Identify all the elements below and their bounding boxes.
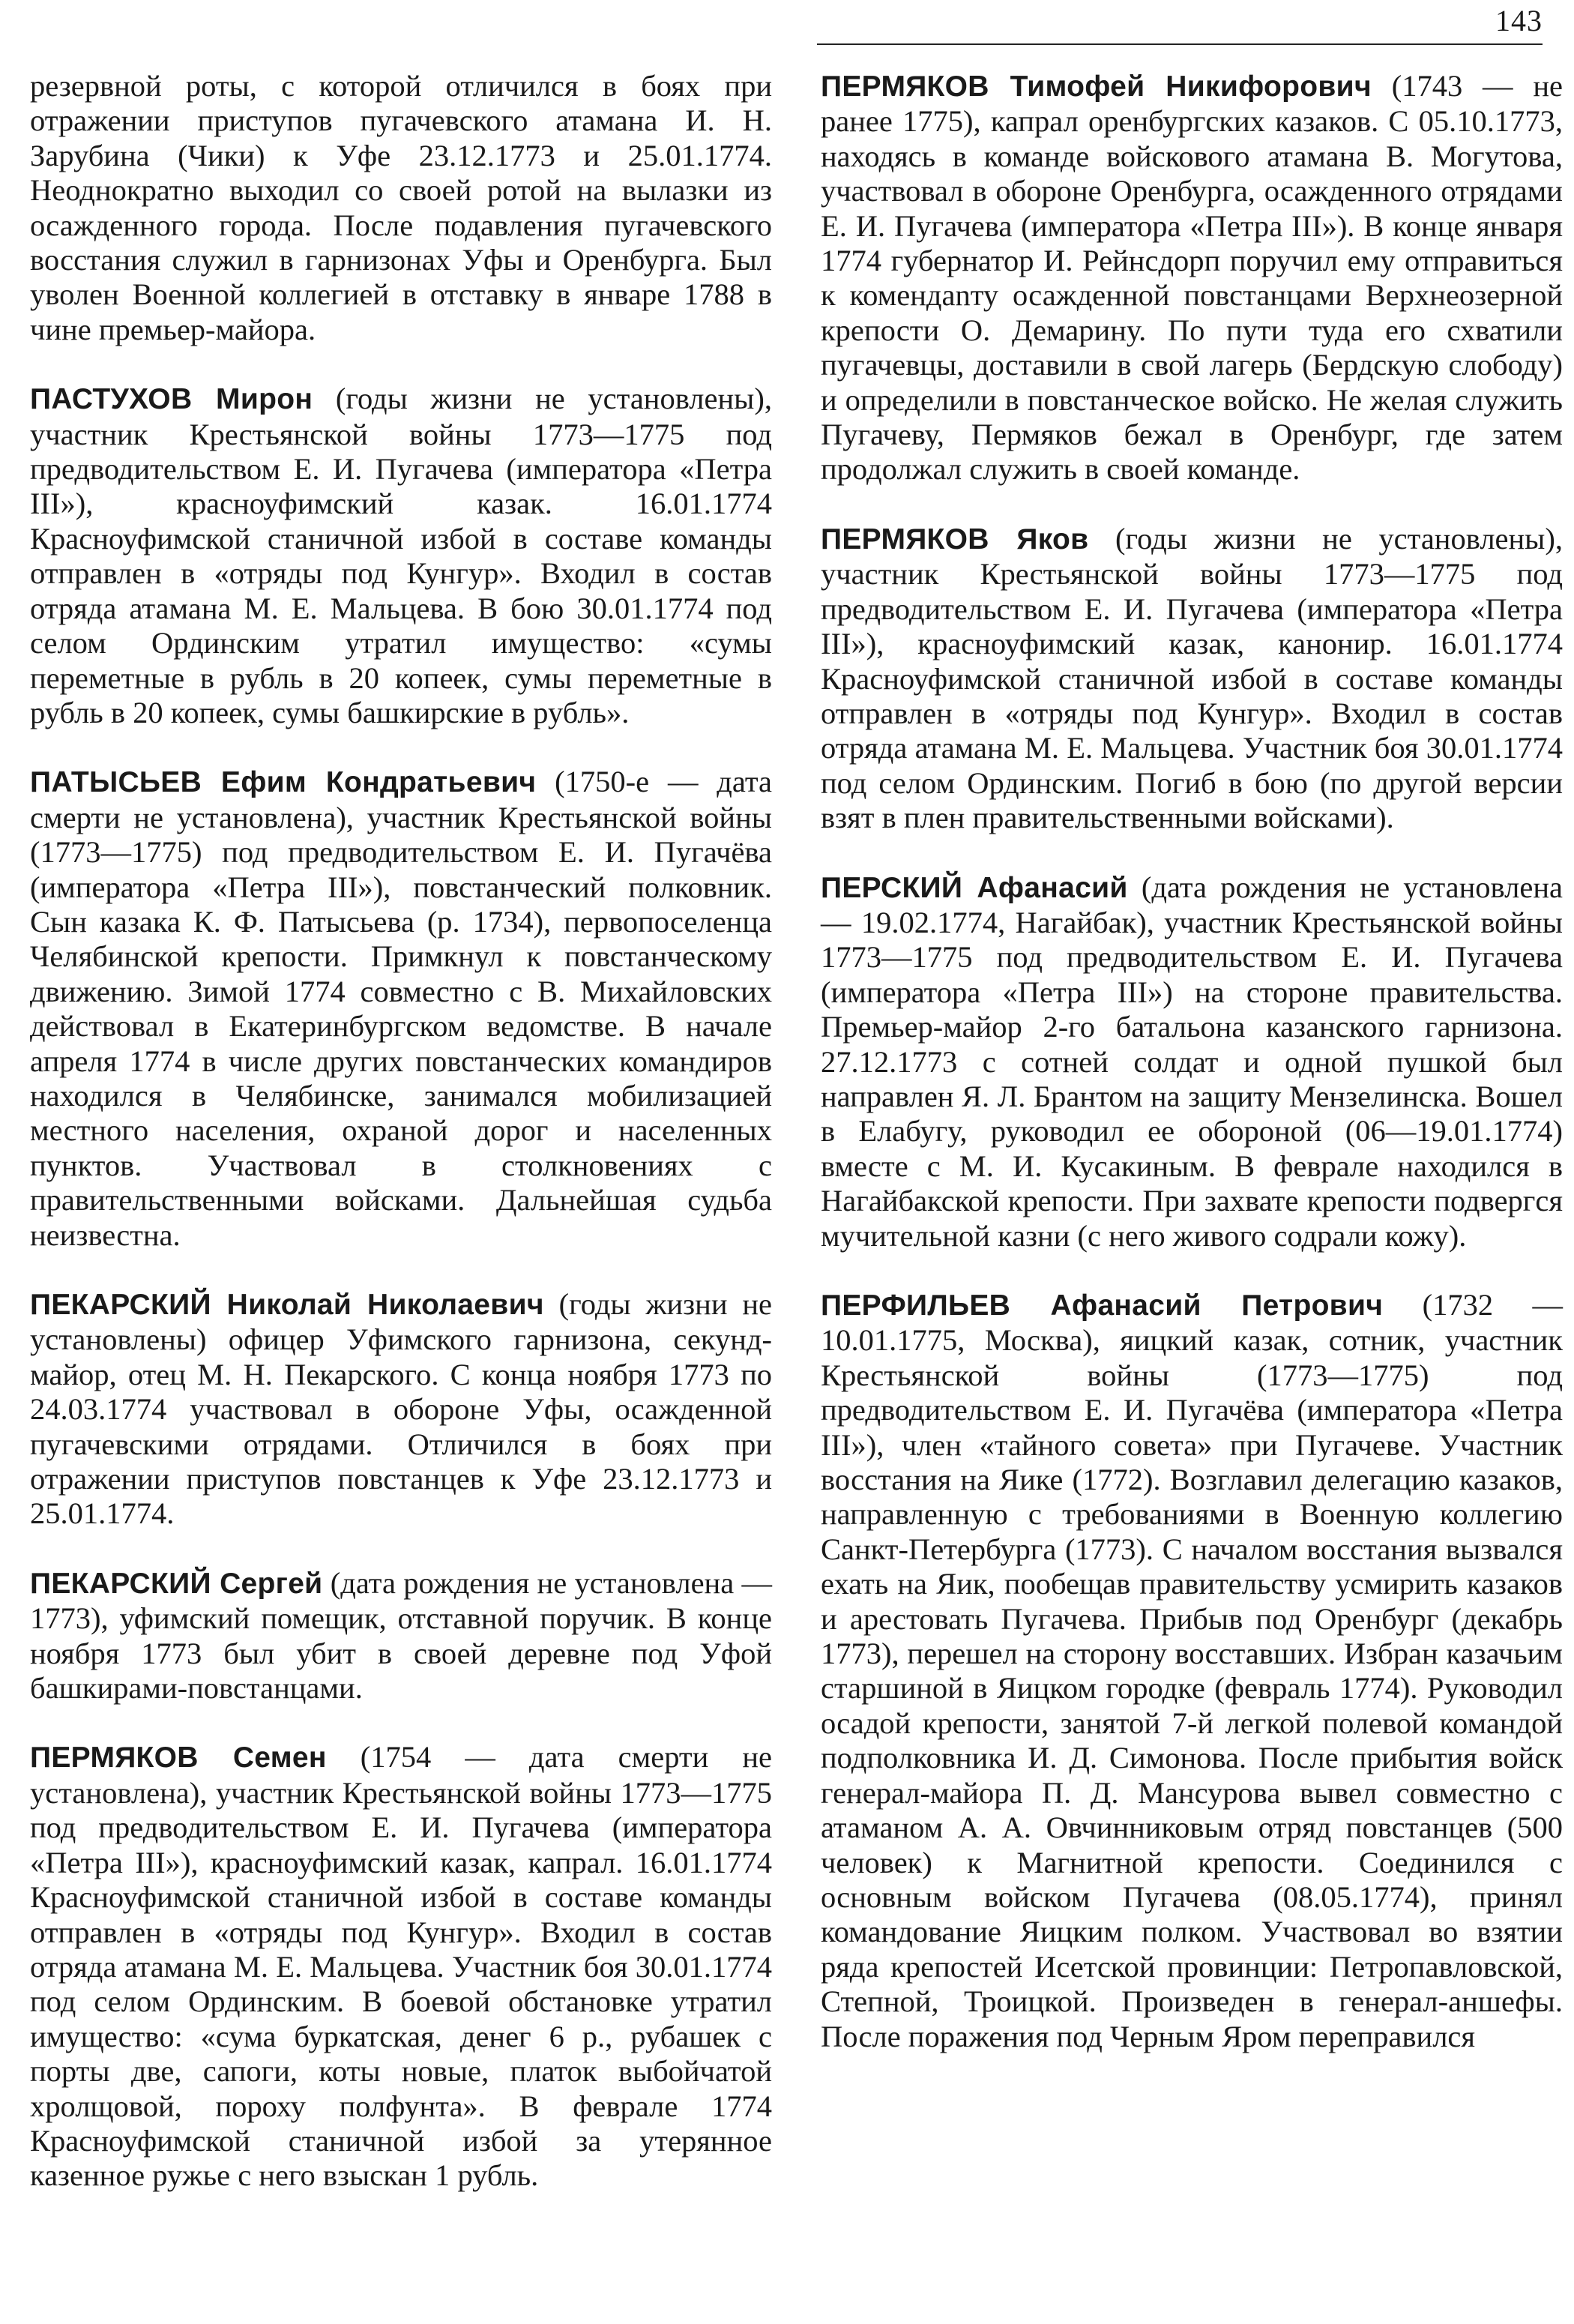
entry-text: (1743 — не ранее 1775), капрал оренбургских казаков. С 05.10.1773, находясь в команде войскового атамана В. Могутова, участвовал в обороне Оренбурга, осажденного отрядами Е. И. Пугачева (императора «Петра III»). В конце января 1774 губернатор И. Рейнсдорп поручил ему отправиться к комендanту осажденной повстанцами Верхнеозерной крепости О. Демарину. По пути туда его схватили пугачевцы, доставили в свой лагерь (Бердскую слободу) и определили в повстанческое войско. Не желая служить Пугачеву, Пермяков бежал в Оренбург, где затем продолжал служить в своей команде. xyxy=(821,69,1563,487)
entry-text: (дата рождения не установлена — 19.02.1774, Нагайбак), участник Крестьянской войны 1773—1775 под предводительством Е. И. Пугачева (императора «Петра III») на стороне правительства. Премьер-майор 2-го батальона казанского гарнизона. 27.12.1773 с сотней солдат и одной пушкой был направлен Я. Л. Брантом на защиту Мензелинска. Вошел в Елабугу, руководил ее обороной (06—19.01.1774) вместе с М. И. Кусакиным. В феврале находился в Нагайбакской крепости. При захвате крепости подвергся мучительной казни (с него живого содрали кожу). xyxy=(821,870,1563,1253)
entry-text: (1732 — 10.01.1775, Москва), яицкий казак, сотник, участник Крестьянской войны (1773—1775) под предводительством Е. И. Пугачёва (императора «Петра III»), член «тайного совета» при Пугачеве. Участник восстания на Яике (1772). Возглавил делегацию казаков, направленную с требованиями в Военную коллегию Санкт-Петербурга (1773). С началом восстания вызвался ехать на Яик, пообещав правительству усмирить казаков и арестовать Пугачева. Прибыв под Оренбург (декабрь 1773), перешел на сторону восставших. Избран казачьим старшиной в Яицком городке (февраль 1774). Руководил осадой крепости, занятой 7-й легкой полевой командой подполковника И. Д. Симонова. После прибытия войск генерал-майора П. Д. Мансурова вывел совместно с атаманом А. А. Овчинниковым отряд повстанцев (500 человек) к Магнитной крепости. Соединился с основным войском Пугачева (08.05.1774), принял командование Яицким полком. Участвовал во взятии ряда крепостей Исетской провинции: Петропавловской, Степной, Троицкой. Произведен в генерал-аншефы. После поражения под Черным Яром переправился xyxy=(821,1288,1563,2053)
entry-permyakov-semen xyxy=(30,1740,772,2193)
entry-persky-afanasy xyxy=(821,870,1563,1253)
entry-pastukhov-miron xyxy=(30,382,772,730)
entry-permyakov-yakov xyxy=(821,522,1563,836)
entry-headword: ПЕКАРСКИЙ Николай Николаевич xyxy=(30,1289,544,1321)
entry-text: (1750-е — дата смерти не установлена), участник Крестьянской войны (1773—1775) под предводительством Е. И. Пугачёва (императора «Петра III»), повстанческий полковник. Сын казака К. Ф. Патысьева (р. 1734), первопоселенца Челябинской крепости. Примкнул к повстанческому движению. Зимой 1774 совместно с В. Михайловских действовал в Екатеринбургском ведомстве. В начале апреля 1774 в числе других повстанческих командиров находился в Челябинске, занимался мобилизацией местного населения, охраной дорог и населенных пунктов. Участвовал в столкновениях с правительственными войсками. Дальнейшая судьба неизвестна. xyxy=(30,765,772,1252)
entry-pekarsky-nikolai xyxy=(30,1287,772,1532)
page-number: 143 xyxy=(1495,4,1543,37)
entry-headword: ПАТЫСЬЕВ Ефим Кондратьевич xyxy=(30,766,537,799)
entry-continuation xyxy=(30,69,772,347)
entry-perfilev-afanasy xyxy=(821,1288,1563,2054)
entry-headword: ПАСТУХОВ Мирон xyxy=(30,383,313,416)
entry-text: (годы жизни не установлены), участник Крестьянской войны 1773—1775 под предводительством Е. И. Пугачева (императора «Петра III»), красноуфимский казак. 16.01.1774 Красноуфимской станичной избой в составе команды отправлен в «отряды под Кунгур». Входил в состав отряда атамана М. Е. Мальцева. В бою 30.01.1774 под селом Ординским утратил имущество: «сумы переметные в рубль в 20 копеек, сумы переметные в рубль в 20 копеек, сумы башкирские в рубль». xyxy=(30,382,772,729)
right-column xyxy=(821,69,1563,2089)
entry-headword: ПЕРСКИЙ Афанасий xyxy=(821,871,1128,904)
entry-headword: ПЕРФИЛЬЕВ Афанасий Петрович xyxy=(821,1289,1384,1322)
entry-text: резервной роты, с которой отличился в боях при отражении приступов пугачевского атамана И. Н. Зарубина (Чики) к Уфе 23.12.1773 и 25.01.1774. Неоднократно выходил со своей ротой на вылазки из осажденного города. После подавления пугачевского восстания служил в гарнизонах Уфы и Оренбурга. Был уволен Военной коллегией в отставку в январе 1788 в чине премьер-майора. xyxy=(30,69,772,346)
header-rule xyxy=(817,43,1543,45)
entry-patysev-efim xyxy=(30,765,772,1253)
entry-text: (годы жизни не установлены), участник Крестьянской войны 1773—1775 под предводительством Е. И. Пугачева (императора «Петра III»), красноуфимский казак, канонир. 16.01.1774 Красноуфимской станичной избой в составе команды отправлен в «отряды под Кунгур». Входил в состав отряда атамана М. Е. Мальцева. Участник боя 30.01.1774 под селом Ординским. Погиб в бою (по другой версии взят в плен правительственными войсками). xyxy=(821,521,1564,835)
entry-headword: ПЕКАРСКИЙ Сергей xyxy=(30,1567,323,1600)
entry-permyakov-timofei xyxy=(821,69,1563,487)
entry-headword: ПЕРМЯКОВ Яков xyxy=(821,523,1089,556)
entry-text: (1754 — дата смерти не установлена), участник Крестьянской войны 1773—1775 под предводительством Е. И. Пугачева (императора «Петра III»), красноуфимский казак, капрал. 16.01.1774 Красноуфимской станичной избой в составе команды отправлен в «отряды под Кунгур». Входил в состав отряда атамана М. Е. Мальцева. Участник боя 30.01.1774 под селом Ординским. В боевой обстановке утратил имущество: «сума буркатская, денег 6 р., рубашек с порты две, сапоги, коты новые, платок выбойчатой хролщовой, пороху полфунта». В феврале 1774 Красноуфимской станичной избой за утерянное казенное ружье с него взыскан 1 рубль. xyxy=(30,1740,772,2193)
entry-text: (дата рождения не установлена — 1773), уфимский помещик, отставной поручик. В конце ноября 1773 был убит в своей деревне под Уфой башкирами-повстанцами. xyxy=(30,1565,772,1706)
entry-headword: ПЕРМЯКОВ Семен xyxy=(30,1742,327,1774)
entry-text: (годы жизни не установлены) офицер Уфимского гарнизона, секунд-майор, отец М. Н. Пекарского. С конца ноября 1773 по 24.03.1774 участвовал в обороне Уфы, осажденной пугачевскими отрядами. Отличился в боях при отражении приступов повстанцев к Уфе 23.12.1773 и 25.01.1774. xyxy=(30,1287,772,1531)
left-column xyxy=(30,69,772,2228)
entry-pekarsky-sergei xyxy=(30,1566,772,1706)
entry-headword: ПЕРМЯКОВ Тимофей Никифорович xyxy=(821,70,1372,103)
